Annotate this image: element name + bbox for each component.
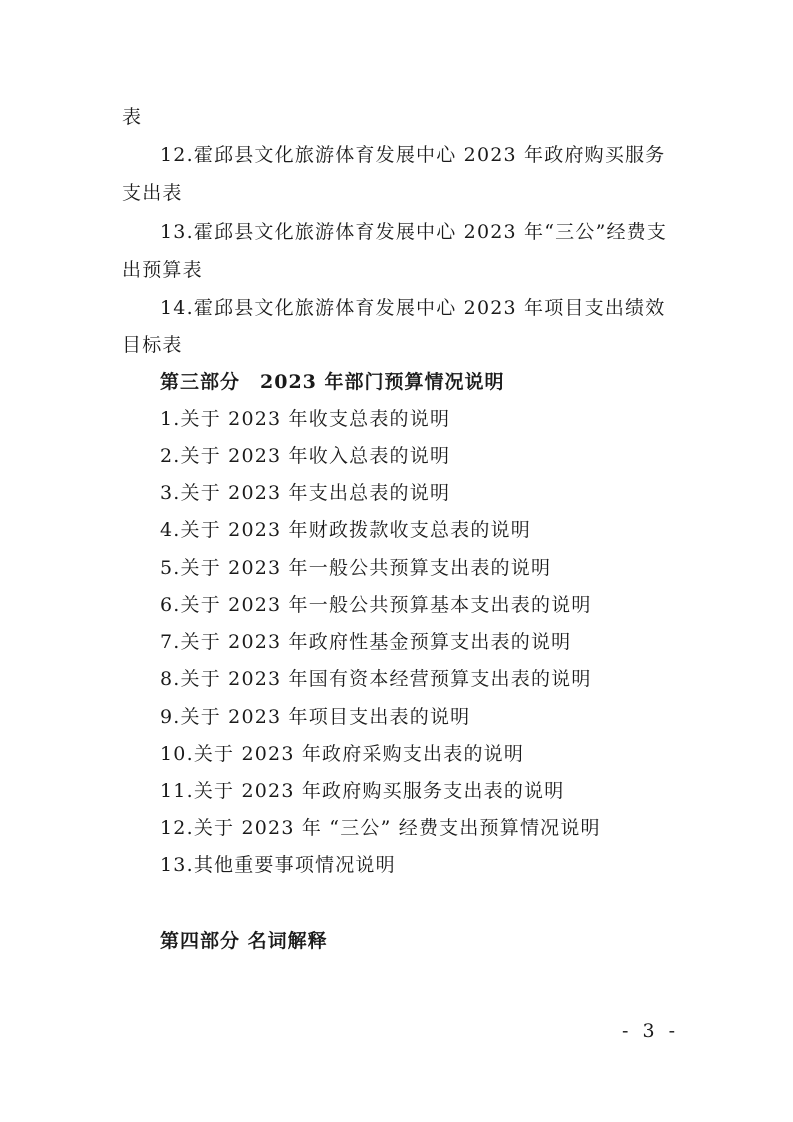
list-item: 12.霍邱县文化旅游体育发展中心 2023 年政府购买服务 bbox=[160, 144, 666, 166]
list-item: 14.霍邱县文化旅游体育发展中心 2023 年项目支出绩效 bbox=[160, 297, 666, 319]
list-item: 9.关于 2023 年项目支出表的说明 bbox=[160, 706, 471, 728]
list-item: 7.关于 2023 年政府性基金预算支出表的说明 bbox=[160, 631, 572, 653]
page-number: - 3 - bbox=[622, 1020, 680, 1042]
list-item: 4.关于 2023 年财政拨款收支总表的说明 bbox=[160, 519, 531, 541]
list-item: 6.关于 2023 年一般公共预算基本支出表的说明 bbox=[160, 594, 592, 616]
list-item: 5.关于 2023 年一般公共预算支出表的说明 bbox=[160, 557, 552, 579]
list-item: 13.其他重要事项情况说明 bbox=[160, 854, 396, 876]
list-item: 10.关于 2023 年政府采购支出表的说明 bbox=[160, 743, 525, 765]
text-line: 目标表 bbox=[122, 334, 183, 356]
list-item: 8.关于 2023 年国有资本经营预算支出表的说明 bbox=[160, 668, 592, 690]
list-item: 13.霍邱县文化旅游体育发展中心 2023 年“三公”经费支 bbox=[160, 221, 668, 243]
text-line: 出预算表 bbox=[122, 259, 203, 281]
list-item: 12.关于 2023 年 “三公” 经费支出预算情况说明 bbox=[160, 817, 601, 839]
list-item: 2.关于 2023 年收入总表的说明 bbox=[160, 445, 451, 467]
list-item: 1.关于 2023 年收支总表的说明 bbox=[160, 408, 451, 430]
section-heading: 第四部分 名词解释 bbox=[160, 930, 328, 952]
list-item: 11.关于 2023 年政府购买服务支出表的说明 bbox=[160, 780, 565, 802]
section-heading: 第三部分 2023 年部门预算情况说明 bbox=[160, 371, 505, 393]
list-item: 3.关于 2023 年支出总表的说明 bbox=[160, 482, 451, 504]
text-line: 表 bbox=[122, 106, 143, 128]
text-line: 支出表 bbox=[122, 182, 183, 204]
